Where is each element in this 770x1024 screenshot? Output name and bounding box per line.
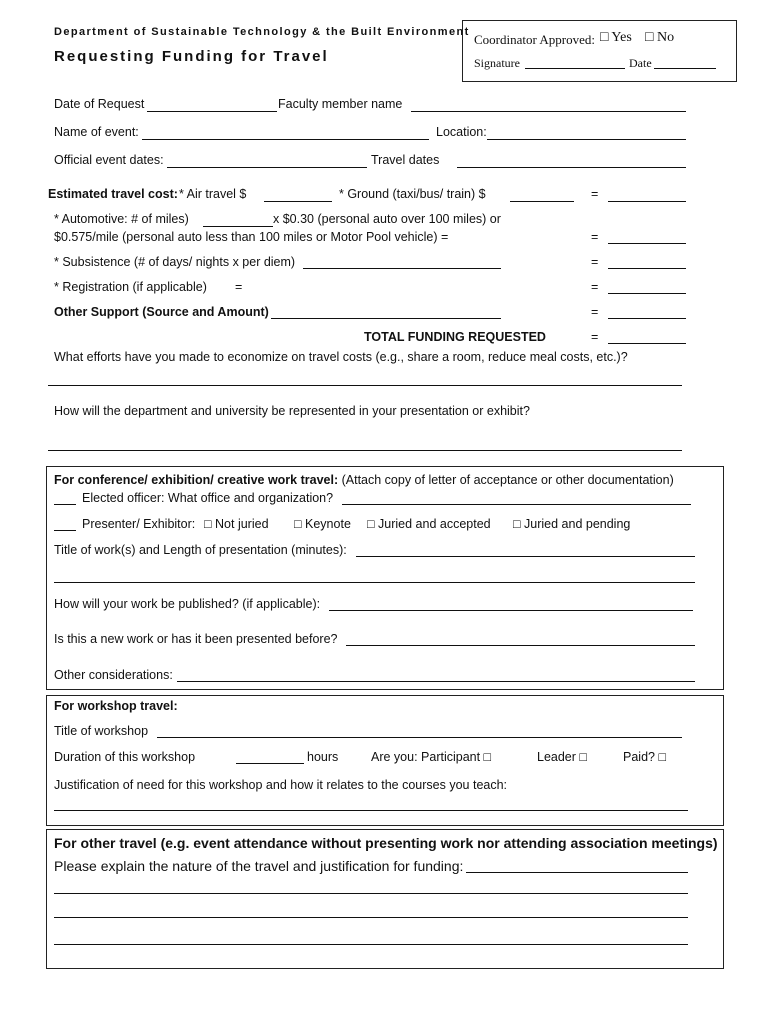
event-name-label: Name of event: xyxy=(54,125,139,139)
new-work-label: Is this a new work or has it been presented before? xyxy=(54,632,338,646)
equals-sign: = xyxy=(591,305,599,319)
published-field[interactable] xyxy=(329,610,693,611)
juried-accepted-checkbox[interactable]: □ Juried and accepted xyxy=(367,517,491,531)
other-considerations-label: Other considerations: xyxy=(54,668,173,682)
duration-label: Duration of this workshop xyxy=(54,750,196,764)
subsistence-label: * Subsistence (# of days/ nights x per diem) xyxy=(54,255,296,269)
official-dates-label: Official event dates: xyxy=(54,153,164,167)
workshop-justification-label: Justification of need for this workshop and how it relates to the courses you teach: xyxy=(54,778,508,792)
other-considerations-field[interactable] xyxy=(177,681,695,682)
juried-pending-checkbox[interactable]: □ Juried and pending xyxy=(513,517,631,531)
approved-yes-checkbox[interactable]: □ Yes xyxy=(600,30,632,45)
signature-field[interactable] xyxy=(525,68,625,69)
approval-date-field[interactable] xyxy=(654,68,716,69)
other-support-subtotal-field[interactable] xyxy=(608,318,686,319)
other-travel-heading: For other travel (e.g. event attendance without presenting work nor attending association meetings) xyxy=(54,835,718,851)
estimated-cost-label: Estimated travel cost: xyxy=(48,187,178,201)
title-length-field[interactable] xyxy=(356,556,695,557)
published-label: How will your work be published? (if applicable): xyxy=(54,597,321,611)
new-work-field[interactable] xyxy=(346,645,695,646)
registration-equals: = xyxy=(235,280,243,294)
represented-question: How will the department and university be represented in your presentation or exhibit? xyxy=(54,404,530,418)
automotive-label: * Automotive: # of miles) xyxy=(54,212,189,226)
form-title: Requesting Funding for Travel xyxy=(54,48,329,65)
event-name-field[interactable] xyxy=(142,139,429,140)
economize-answer-field[interactable] xyxy=(48,385,682,386)
economize-question: What efforts have you made to economize on travel costs (e.g., share a room, reduce meal costs, etc.)? xyxy=(54,350,628,364)
auto-rate-label-2: $0.575/mile (personal auto less than 100 miles or Motor Pool vehicle) = xyxy=(54,230,449,244)
equals-sign: = xyxy=(591,255,599,269)
title-length-label: Title of work(s) and Length of presentation (minutes): xyxy=(54,543,347,557)
equals-sign: = xyxy=(591,230,599,244)
presenter-label: Presenter/ Exhibitor: xyxy=(82,517,196,531)
subsistence-field[interactable] xyxy=(303,268,501,269)
not-juried-checkbox[interactable]: □ Not juried xyxy=(204,517,269,531)
faculty-member-label: Faculty member name xyxy=(278,97,403,111)
workshop-title-label: Title of workshop xyxy=(54,724,149,738)
automotive-subtotal-field[interactable] xyxy=(608,243,686,244)
total-funding-label: TOTAL FUNDING REQUESTED xyxy=(364,330,546,344)
travel-dates-field[interactable] xyxy=(457,167,686,168)
official-dates-field[interactable] xyxy=(167,167,367,168)
travel-dates-label: Travel dates xyxy=(371,153,440,167)
other-travel-explain-field[interactable] xyxy=(466,872,688,873)
other-support-label: Other Support (Source and Amount) xyxy=(54,305,269,319)
hours-label: hours xyxy=(307,750,339,764)
leader-checkbox[interactable]: Leader □ xyxy=(537,750,587,764)
represented-answer-field[interactable] xyxy=(48,450,682,451)
approved-no-checkbox[interactable]: □ No xyxy=(645,30,675,45)
subsistence-subtotal-field[interactable] xyxy=(608,268,686,269)
date-label: Date xyxy=(629,56,652,70)
elected-officer-label: Elected officer: What office and organization? xyxy=(82,491,334,505)
other-support-field[interactable] xyxy=(271,318,501,319)
duration-field[interactable] xyxy=(236,763,304,764)
keynote-checkbox[interactable]: □ Keynote xyxy=(294,517,351,531)
department-name: Department of Sustainable Technology & the Built Environment xyxy=(54,26,470,38)
workshop-heading: For workshop travel: xyxy=(54,699,178,713)
registration-subtotal-field[interactable] xyxy=(608,293,686,294)
faculty-member-field[interactable] xyxy=(411,111,686,112)
date-of-request-label: Date of Request xyxy=(54,97,145,111)
auto-rate-label: x $0.30 (personal auto over 100 miles) or xyxy=(273,212,501,226)
paid-checkbox[interactable]: Paid? □ xyxy=(623,750,666,764)
equals-sign: = xyxy=(591,330,599,344)
ground-travel-field[interactable] xyxy=(510,201,574,202)
registration-label: * Registration (if applicable) xyxy=(54,280,207,294)
coordinator-approved-label: Coordinator Approved: xyxy=(474,32,595,47)
equals-sign: = xyxy=(591,187,599,201)
signature-label: Signature xyxy=(474,56,520,70)
location-label: Location: xyxy=(436,125,487,139)
location-field[interactable] xyxy=(487,139,686,140)
total-funding-field[interactable] xyxy=(608,343,686,344)
title-length-field-2[interactable] xyxy=(54,582,695,583)
ground-travel-label: * Ground (taxi/bus/ train) $ xyxy=(339,187,486,201)
date-of-request-field[interactable] xyxy=(147,111,277,112)
equals-sign: = xyxy=(591,280,599,294)
miles-field[interactable] xyxy=(203,226,273,227)
conference-heading: For conference/ exhibition/ creative work travel: (Attach copy of letter of acceptance or other documentation) xyxy=(54,473,674,487)
elected-officer-check-field[interactable] xyxy=(54,504,76,505)
other-travel-explain-label: Please explain the nature of the travel and justification for funding: xyxy=(54,858,464,874)
workshop-title-field[interactable] xyxy=(157,737,682,738)
air-travel-label: * Air travel $ xyxy=(179,187,247,201)
participant-checkbox[interactable]: Are you: Participant □ xyxy=(371,750,492,764)
workshop-justification-field[interactable] xyxy=(54,810,688,811)
other-travel-line-1[interactable] xyxy=(54,893,688,894)
air-travel-field[interactable] xyxy=(264,201,332,202)
travel-subtotal-field[interactable] xyxy=(608,201,686,202)
other-travel-line-3[interactable] xyxy=(54,944,688,945)
other-travel-line-2[interactable] xyxy=(54,917,688,918)
elected-officer-field[interactable] xyxy=(342,504,691,505)
presenter-check-field[interactable] xyxy=(54,530,76,531)
